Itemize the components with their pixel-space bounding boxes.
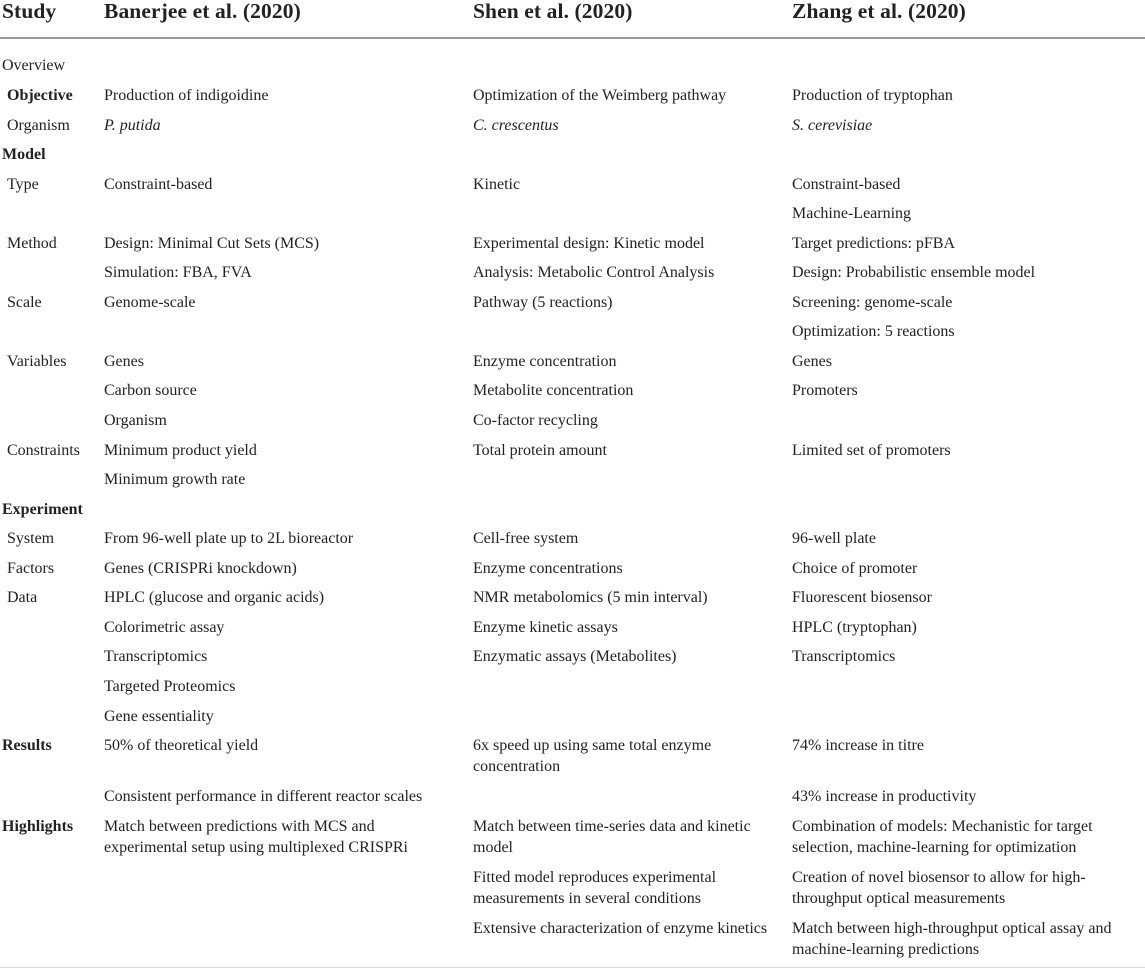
cell-variables-shen: Enzyme concentration <box>473 353 617 370</box>
cell-data-shen-3: Enzymatic assays (Metabolites) <box>473 648 677 665</box>
cell-results-banerjee-2: Consistent performance in different reactor scales <box>104 788 423 805</box>
cell-highlights-shen-3: Extensive characterization of enzyme kinetics <box>473 920 768 937</box>
cell-type-zhang: Constraint-based <box>792 176 901 193</box>
header-col-zhang: Zhang et al. (2020) <box>792 0 966 23</box>
cell-constraints-shen: Total protein amount <box>473 442 607 459</box>
cell-results-shen: 6x speed up using same total enzyme concentration <box>473 737 712 775</box>
cell-method-shen: Experimental design: Kinetic model <box>473 235 705 252</box>
cell-organism-banerjee: P. putida <box>104 117 161 134</box>
cell-data-banerjee-4: Targeted Proteomics <box>104 678 236 695</box>
cell-organism-shen: C. crescentus <box>473 117 559 134</box>
header-rule <box>0 37 1145 39</box>
cell-results-zhang-2: 43% increase in productivity <box>792 788 977 805</box>
table-bottom-rule <box>0 967 1145 968</box>
cell-variables-zhang: Genes <box>792 353 832 370</box>
row-label-system: System <box>7 530 55 547</box>
cell-factors-banerjee: Genes (CRISPRi knockdown) <box>104 560 297 577</box>
section-results: Results <box>2 737 52 754</box>
cell-system-zhang: 96-well plate <box>792 530 876 547</box>
cell-variables-shen-3: Co-factor recycling <box>473 412 598 429</box>
cell-highlights-zhang-2: Creation of novel biosensor to allow for high-throughput optical measurements <box>792 869 1086 907</box>
cell-data-banerjee: HPLC (glucose and organic acids) <box>104 589 325 606</box>
cell-data-zhang-2: HPLC (tryptophan) <box>792 619 917 636</box>
cell-data-banerjee-3: Transcriptomics <box>104 648 208 665</box>
cell-data-banerjee-2: Colorimetric assay <box>104 619 225 636</box>
cell-data-shen: NMR metabolomics (5 min interval) <box>473 589 708 606</box>
cell-constraints-banerjee: Minimum product yield <box>104 442 257 459</box>
cell-method-zhang: Target predictions: pFBA <box>792 235 956 252</box>
cell-organism-zhang: S. cerevisiae <box>792 117 873 134</box>
cell-type-banerjee: Constraint-based <box>104 176 213 193</box>
cell-scale-zhang: Screening: genome-scale <box>792 294 953 311</box>
table-header <box>0 0 1145 37</box>
cell-system-shen: Cell-free system <box>473 530 579 547</box>
cell-constraints-zhang: Limited set of promoters <box>792 442 951 459</box>
cell-scale-shen: Pathway (5 reactions) <box>473 294 613 311</box>
cell-highlights-shen: Match between time-series data and kinetic model <box>473 818 751 856</box>
cell-variables-shen-2: Metabolite concentration <box>473 382 634 399</box>
section-model: Model <box>2 146 46 163</box>
section-overview: Overview <box>2 57 66 74</box>
row-label-data: Data <box>7 589 38 606</box>
row-label-organism: Organism <box>7 117 70 134</box>
cell-factors-shen: Enzyme concentrations <box>473 560 623 577</box>
cell-highlights-zhang-3: Match between high-throughput optical assay and machine-learning predictions <box>792 920 1112 958</box>
cell-method-zhang-2: Design: Probabilistic ensemble model <box>792 264 1036 281</box>
row-label-objective: Objective <box>7 87 73 104</box>
cell-data-zhang: Fluorescent biosensor <box>792 589 932 606</box>
section-highlights: Highlights <box>2 818 74 835</box>
cell-type-shen: Kinetic <box>473 176 521 193</box>
row-label-method: Method <box>7 235 57 252</box>
cell-results-banerjee: 50% of theoretical yield <box>104 737 259 754</box>
row-label-variables: Variables <box>7 353 67 370</box>
cell-variables-banerjee: Genes <box>104 353 144 370</box>
cell-data-banerjee-5: Gene essentiality <box>104 708 214 725</box>
cell-data-shen-2: Enzyme kinetic assays <box>473 619 618 636</box>
cell-method-banerjee-2: Simulation: FBA, FVA <box>104 264 252 281</box>
row-label-scale: Scale <box>7 294 42 311</box>
cell-objective-banerjee: Production of indigoidine <box>104 87 269 104</box>
cell-factors-zhang: Choice of promoter <box>792 560 918 577</box>
cell-constraints-banerjee-2: Minimum growth rate <box>104 471 246 488</box>
cell-highlights-shen-2: Fitted model reproduces experimental measurements in several conditions <box>473 869 717 907</box>
cell-objective-zhang: Production of tryptophan <box>792 87 953 104</box>
header-col-banerjee: Banerjee et al. (2020) <box>104 0 301 23</box>
row-label-constraints: Constraints <box>7 442 80 459</box>
cell-scale-zhang-2: Optimization: 5 reactions <box>792 323 955 340</box>
cell-type-zhang-2: Machine-Learning <box>792 205 912 222</box>
row-label-type: Type <box>7 176 39 193</box>
cell-scale-banerjee: Genome-scale <box>104 294 196 311</box>
cell-method-banerjee: Design: Minimal Cut Sets (MCS) <box>104 235 320 252</box>
cell-method-shen-2: Analysis: Metabolic Control Analysis <box>473 264 715 281</box>
cell-variables-zhang-2: Promoters <box>792 382 858 399</box>
row-label-factors: Factors <box>7 560 55 577</box>
cell-data-zhang-3: Transcriptomics <box>792 648 896 665</box>
cell-highlights-zhang: Combination of models: Mechanistic for target selection, machine-learning for optimization <box>792 818 1093 856</box>
header-study: Study <box>2 0 57 23</box>
cell-variables-banerjee-3: Organism <box>104 412 167 429</box>
cell-highlights-banerjee: Match between predictions with MCS and experimental setup using multiplexed CRISPRi <box>104 818 408 856</box>
cell-results-zhang: 74% increase in titre <box>792 737 924 754</box>
section-experiment: Experiment <box>2 501 83 518</box>
cell-objective-shen: Optimization of the Weimberg pathway <box>473 87 727 104</box>
cell-variables-banerjee-2: Carbon source <box>104 382 197 399</box>
cell-system-banerjee: From 96-well plate up to 2L bioreactor <box>104 530 354 547</box>
header-col-shen: Shen et al. (2020) <box>473 0 633 23</box>
